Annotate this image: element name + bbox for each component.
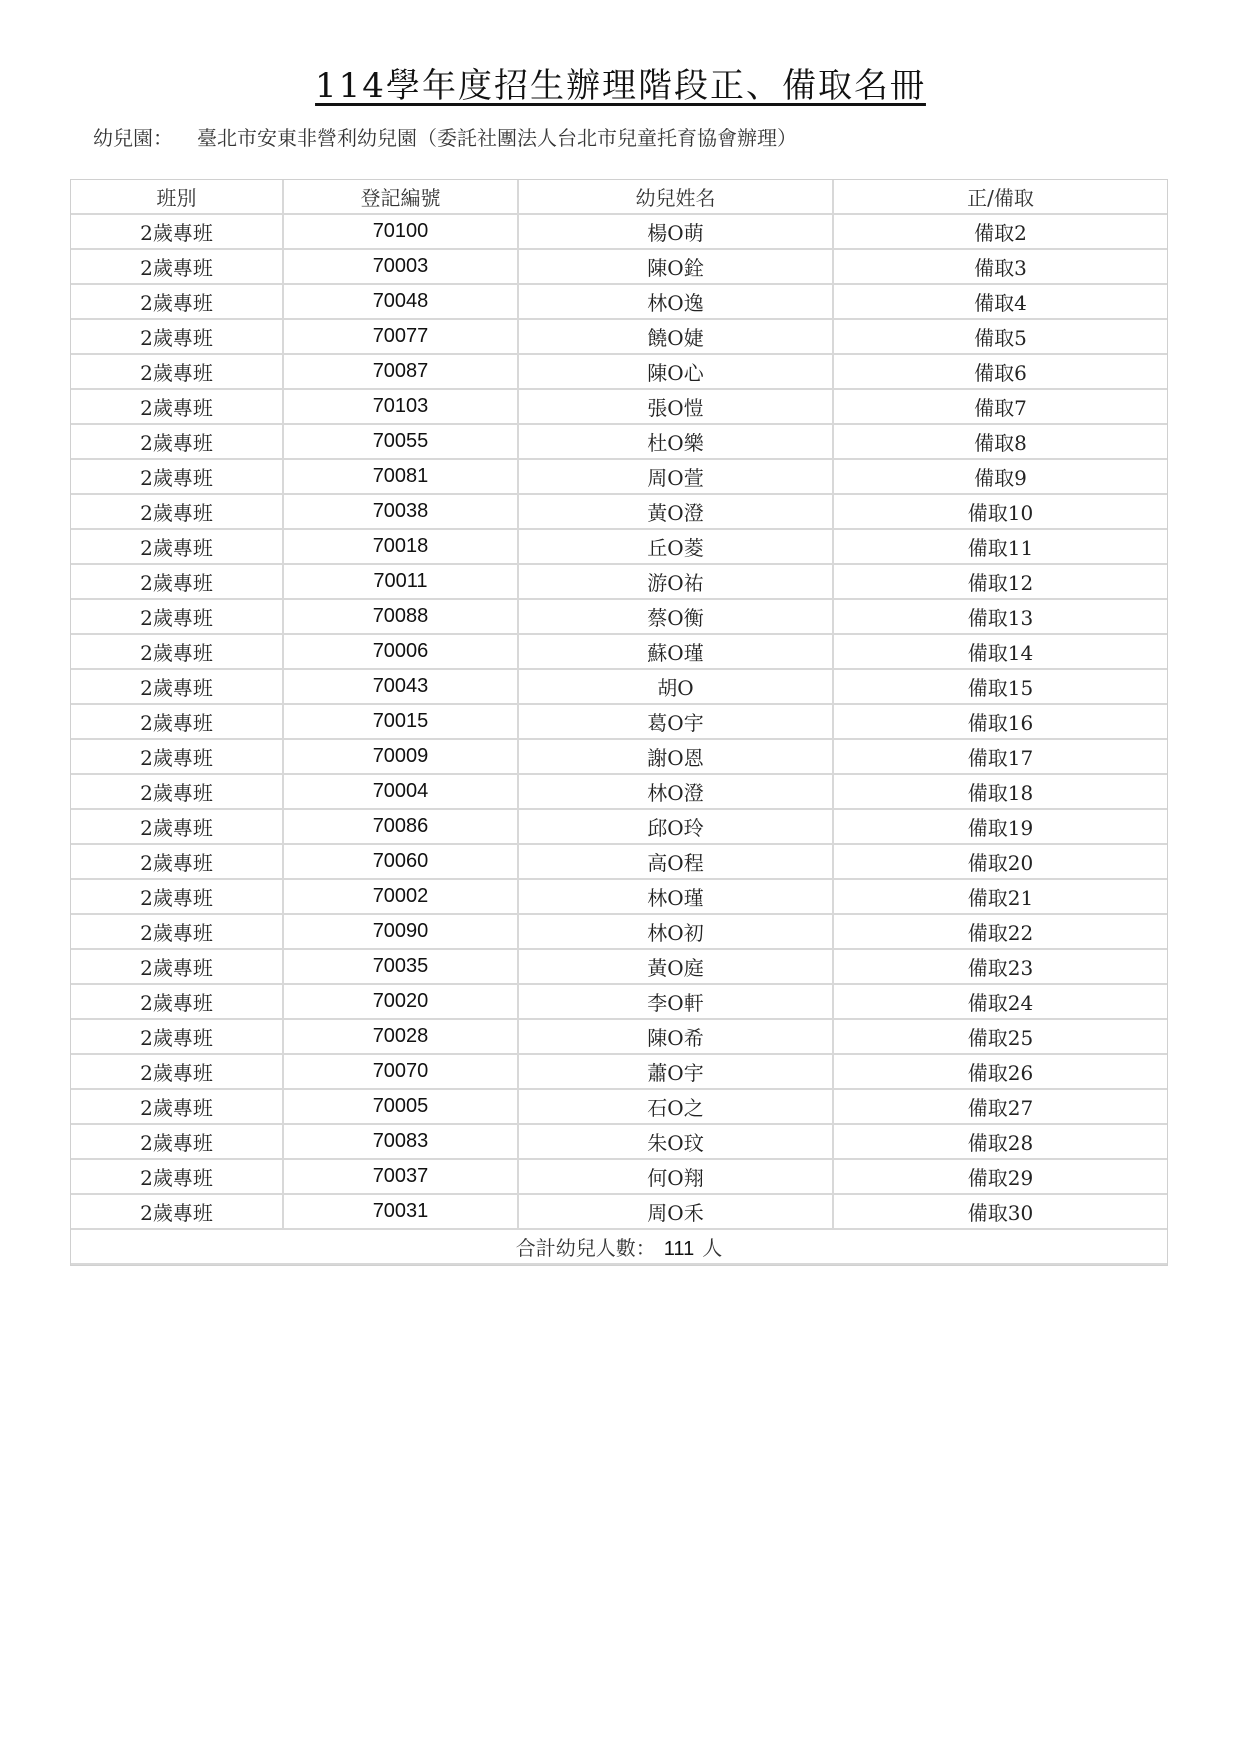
row-status: 備取26 <box>834 1055 1167 1090</box>
row-reg-no: 70100 <box>284 215 519 250</box>
row-reg-no: 70020 <box>284 985 519 1020</box>
row-reg-no: 70005 <box>284 1090 519 1125</box>
row-status: 備取16 <box>834 705 1167 740</box>
row-class: 2歲專班 <box>71 740 284 775</box>
table-row <box>71 530 1167 565</box>
row-class: 2歲專班 <box>71 880 284 915</box>
row-reg-no: 70009 <box>284 740 519 775</box>
row-reg-no: 70081 <box>284 460 519 495</box>
row-child-name: 李O軒 <box>519 985 834 1020</box>
row-status: 備取14 <box>834 635 1167 670</box>
row-reg-no: 70006 <box>284 635 519 670</box>
row-child-name: 張O愷 <box>519 390 834 425</box>
row-status: 備取30 <box>834 1195 1167 1230</box>
table-row <box>71 705 1167 740</box>
table-row <box>71 880 1167 915</box>
row-class: 2歲專班 <box>71 355 284 390</box>
row-reg-no: 70002 <box>284 880 519 915</box>
header-name: 幼兒姓名 <box>519 180 834 215</box>
row-reg-no: 70043 <box>284 670 519 705</box>
kindergarten-label: 幼兒園： <box>93 126 173 150</box>
table-row <box>71 1160 1167 1195</box>
row-child-name: 石O之 <box>519 1090 834 1125</box>
row-status: 備取15 <box>834 670 1167 705</box>
row-status: 備取19 <box>834 810 1167 845</box>
row-reg-no: 70103 <box>284 390 519 425</box>
total-unit: 人 <box>702 1236 723 1260</box>
total-count: 111 <box>663 1238 695 1260</box>
row-child-name: 游O祐 <box>519 565 834 600</box>
row-status: 備取11 <box>834 530 1167 565</box>
row-class: 2歲專班 <box>71 915 284 950</box>
document-title: 114學年度招生辦理階段正、備取名冊 <box>315 66 926 106</box>
row-reg-no: 70018 <box>284 530 519 565</box>
table-row <box>71 775 1167 810</box>
row-reg-no: 70077 <box>284 320 519 355</box>
table-row <box>71 845 1167 880</box>
row-class: 2歲專班 <box>71 1055 284 1090</box>
row-status: 備取12 <box>834 565 1167 600</box>
row-status: 備取22 <box>834 915 1167 950</box>
row-status: 備取18 <box>834 775 1167 810</box>
table-row <box>71 985 1167 1020</box>
row-status: 備取10 <box>834 495 1167 530</box>
table-row <box>71 810 1167 845</box>
row-reg-no: 70070 <box>284 1055 519 1090</box>
row-child-name: 朱O玟 <box>519 1125 834 1160</box>
row-status: 備取27 <box>834 1090 1167 1125</box>
row-reg-no: 70003 <box>284 250 519 285</box>
kindergarten-name: 臺北市安東非營利幼兒園（委託社團法人台北市兒童托育協會辦理） <box>197 126 797 150</box>
table-row <box>71 460 1167 495</box>
row-child-name: 陳O心 <box>519 355 834 390</box>
row-status: 備取24 <box>834 985 1167 1020</box>
header-reg-no: 登記編號 <box>284 180 519 215</box>
table-row <box>71 320 1167 355</box>
row-class: 2歲專班 <box>71 600 284 635</box>
table-row <box>71 740 1167 775</box>
table-row <box>71 285 1167 320</box>
table-row <box>71 915 1167 950</box>
row-reg-no: 70011 <box>284 565 519 600</box>
row-class: 2歲專班 <box>71 390 284 425</box>
row-child-name: 何O翔 <box>519 1160 834 1195</box>
row-class: 2歲專班 <box>71 670 284 705</box>
row-status: 備取21 <box>834 880 1167 915</box>
row-child-name: 黃O庭 <box>519 950 834 985</box>
header-row <box>71 180 1167 215</box>
row-status: 備取7 <box>834 390 1167 425</box>
total-label: 合計幼兒人數： <box>515 1236 656 1260</box>
roster-body <box>71 215 1167 1230</box>
row-child-name: 杜O樂 <box>519 425 834 460</box>
row-class: 2歲專班 <box>71 285 284 320</box>
row-status: 備取29 <box>834 1160 1167 1195</box>
table-row <box>71 1125 1167 1160</box>
row-reg-no: 70038 <box>284 495 519 530</box>
table-row <box>71 425 1167 460</box>
row-status: 備取6 <box>834 355 1167 390</box>
row-child-name: 邱O玲 <box>519 810 834 845</box>
row-child-name: 謝O恩 <box>519 740 834 775</box>
row-status: 備取8 <box>834 425 1167 460</box>
header-status: 正/備取 <box>834 180 1167 215</box>
row-child-name: 林O瑾 <box>519 880 834 915</box>
table-row <box>71 670 1167 705</box>
row-child-name: 黃O澄 <box>519 495 834 530</box>
row-class: 2歲專班 <box>71 1160 284 1195</box>
row-class: 2歲專班 <box>71 845 284 880</box>
row-child-name: 蔡O衡 <box>519 600 834 635</box>
row-status: 備取2 <box>834 215 1167 250</box>
row-status: 備取9 <box>834 460 1167 495</box>
row-reg-no: 70055 <box>284 425 519 460</box>
row-class: 2歲專班 <box>71 985 284 1020</box>
table-row <box>71 565 1167 600</box>
table-row <box>71 1020 1167 1055</box>
table-row <box>71 1195 1167 1230</box>
row-status: 備取25 <box>834 1020 1167 1055</box>
row-child-name: 蕭O宇 <box>519 1055 834 1090</box>
row-status: 備取17 <box>834 740 1167 775</box>
row-reg-no: 70048 <box>284 285 519 320</box>
row-child-name: 陳O銓 <box>519 250 834 285</box>
row-class: 2歲專班 <box>71 530 284 565</box>
row-child-name: 周O禾 <box>519 1195 834 1230</box>
row-child-name: 陳O希 <box>519 1020 834 1055</box>
row-class: 2歲專班 <box>71 1090 284 1125</box>
row-class: 2歲專班 <box>71 565 284 600</box>
row-class: 2歲專班 <box>71 215 284 250</box>
row-class: 2歲專班 <box>71 1125 284 1160</box>
table-row <box>71 250 1167 285</box>
row-child-name: 饒O婕 <box>519 320 834 355</box>
row-reg-no: 70090 <box>284 915 519 950</box>
row-child-name: 丘O菱 <box>519 530 834 565</box>
table-row <box>71 355 1167 390</box>
row-reg-no: 70088 <box>284 600 519 635</box>
row-reg-no: 70037 <box>284 1160 519 1195</box>
header-class: 班別 <box>71 180 284 215</box>
row-child-name: 周O萱 <box>519 460 834 495</box>
row-class: 2歲專班 <box>71 250 284 285</box>
row-reg-no: 70060 <box>284 845 519 880</box>
row-reg-no: 70028 <box>284 1020 519 1055</box>
table-row <box>71 635 1167 670</box>
row-child-name: 胡O <box>519 670 834 705</box>
row-reg-no: 70086 <box>284 810 519 845</box>
row-class: 2歲專班 <box>71 1020 284 1055</box>
row-child-name: 林O初 <box>519 915 834 950</box>
row-class: 2歲專班 <box>71 460 284 495</box>
row-status: 備取4 <box>834 285 1167 320</box>
row-child-name: 蘇O瑾 <box>519 635 834 670</box>
row-status: 備取23 <box>834 950 1167 985</box>
row-reg-no: 70031 <box>284 1195 519 1230</box>
table-row <box>71 600 1167 635</box>
row-class: 2歲專班 <box>71 1195 284 1230</box>
row-status: 備取3 <box>834 250 1167 285</box>
kindergarten-line <box>93 122 797 151</box>
row-status: 備取20 <box>834 845 1167 880</box>
row-class: 2歲專班 <box>71 950 284 985</box>
table-row <box>71 215 1167 250</box>
row-reg-no: 70004 <box>284 775 519 810</box>
total-row <box>71 1230 1167 1265</box>
table-row <box>71 950 1167 985</box>
roster-table <box>70 179 1168 1266</box>
row-child-name: 葛O宇 <box>519 705 834 740</box>
row-child-name: 林O澄 <box>519 775 834 810</box>
row-reg-no: 70015 <box>284 705 519 740</box>
row-reg-no: 70087 <box>284 355 519 390</box>
row-status: 備取28 <box>834 1125 1167 1160</box>
row-class: 2歲專班 <box>71 495 284 530</box>
row-reg-no: 70083 <box>284 1125 519 1160</box>
row-class: 2歲專班 <box>71 425 284 460</box>
row-child-name: 高O程 <box>519 845 834 880</box>
row-child-name: 楊O萌 <box>519 215 834 250</box>
row-class: 2歲專班 <box>71 635 284 670</box>
row-reg-no: 70035 <box>284 950 519 985</box>
row-status: 備取13 <box>834 600 1167 635</box>
table-row <box>71 390 1167 425</box>
row-class: 2歲專班 <box>71 810 284 845</box>
row-child-name: 林O逸 <box>519 285 834 320</box>
table-row <box>71 495 1167 530</box>
row-status: 備取5 <box>834 320 1167 355</box>
table-row <box>71 1090 1167 1125</box>
row-class: 2歲專班 <box>71 775 284 810</box>
table-row <box>71 1055 1167 1090</box>
row-class: 2歲專班 <box>71 320 284 355</box>
row-class: 2歲專班 <box>71 705 284 740</box>
total-cell <box>71 1230 1167 1265</box>
